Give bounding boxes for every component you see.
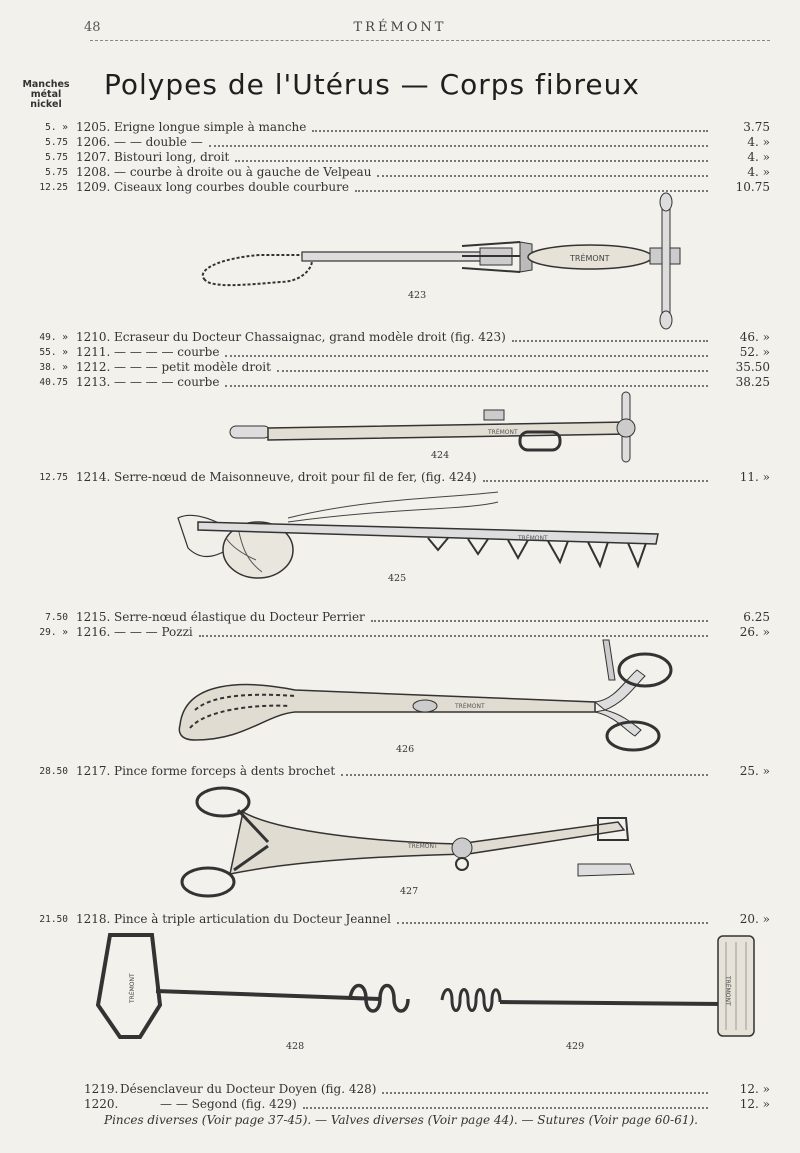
item-number: 1205. bbox=[76, 120, 111, 134]
item-number: 1219. bbox=[84, 1082, 119, 1096]
item-description: — — double — bbox=[114, 135, 203, 149]
handle-price: 21.50 bbox=[39, 914, 68, 925]
item-price: 46. » bbox=[739, 330, 770, 344]
leader-dots bbox=[303, 1107, 708, 1109]
column-heading-line: nickel bbox=[30, 99, 62, 110]
figure-number: 423 bbox=[408, 290, 427, 301]
page-title: Polypes de l'Utérus — Corps fibreux bbox=[104, 68, 640, 101]
leader-dots bbox=[382, 1092, 708, 1094]
list-item bbox=[0, 610, 800, 626]
item-description: Bistouri long, droit bbox=[114, 150, 230, 164]
item-number: 1210. bbox=[76, 330, 111, 344]
list-item bbox=[0, 1097, 800, 1113]
handle-price: 5. » bbox=[45, 122, 68, 133]
leader-dots bbox=[199, 635, 708, 637]
item-description: Serre-nœud élastique du Docteur Perrier bbox=[114, 610, 365, 624]
item-number: 1212. bbox=[76, 360, 111, 374]
item-description: Pince à triple articulation du Docteur Jeannel bbox=[114, 912, 391, 926]
item-price: 4. » bbox=[747, 150, 770, 164]
item-price: 10.75 bbox=[735, 180, 770, 194]
item-description: — — — — courbe bbox=[114, 375, 220, 389]
item-description: Désenclaveur du Docteur Doyen (fig. 428) bbox=[120, 1082, 377, 1096]
list-item bbox=[0, 135, 800, 151]
leader-dots bbox=[235, 160, 708, 162]
leader-dots bbox=[225, 355, 708, 357]
leader-dots bbox=[225, 385, 708, 387]
engraved-brand: TRÉMONT bbox=[455, 703, 485, 710]
handle-price: 7.50 bbox=[45, 612, 68, 623]
handle-price: 12.25 bbox=[39, 182, 68, 193]
engraved-brand: TRÉMONT bbox=[724, 976, 731, 1006]
item-number: 1214. bbox=[76, 470, 111, 484]
item-price: 38.25 bbox=[735, 375, 770, 389]
item-price: 11. » bbox=[739, 470, 770, 484]
figure-number: 427 bbox=[400, 886, 419, 897]
list-item bbox=[0, 150, 800, 166]
running-header: TRÉMONT bbox=[353, 20, 447, 35]
list-item bbox=[0, 360, 800, 376]
item-price: 3.75 bbox=[743, 120, 770, 134]
item-description: Pince forme forceps à dents brochet bbox=[114, 764, 336, 778]
item-number: 1209. bbox=[76, 180, 111, 194]
handle-price: 28.50 bbox=[39, 766, 68, 777]
figure-number: 424 bbox=[431, 450, 450, 461]
item-price: 52. » bbox=[739, 345, 770, 359]
handle-price: 5.75 bbox=[45, 167, 68, 178]
item-price: 6.25 bbox=[743, 610, 770, 624]
pince-forceps-illustration bbox=[178, 782, 638, 902]
leader-dots bbox=[277, 370, 708, 372]
leader-dots bbox=[312, 130, 708, 132]
desenclaveur-segond-illustration bbox=[436, 930, 766, 1040]
item-number: 1208. bbox=[76, 165, 111, 179]
list-item bbox=[0, 1082, 800, 1098]
item-price: 4. » bbox=[747, 165, 770, 179]
item-price: 12. » bbox=[739, 1097, 770, 1111]
item-description: Erigne longue simple à manche bbox=[114, 120, 307, 134]
handle-price: 29. » bbox=[39, 627, 68, 638]
item-price: 12. » bbox=[739, 1082, 770, 1096]
serre-noeud-loop-illustration bbox=[168, 488, 668, 598]
list-item bbox=[0, 345, 800, 361]
item-description: Ecraseur du Docteur Chassaignac, grand modèle droit (fig. 423) bbox=[114, 330, 506, 344]
figure-number: 428 bbox=[286, 1041, 305, 1052]
footer-cross-references: Pinces diverses (Voir page 37-45). — Valves diverses (Voir page 44). — Sutures (Voir page 60-61). bbox=[104, 1113, 698, 1127]
handle-price: 5.75 bbox=[45, 152, 68, 163]
item-description: — courbe à droite ou à gauche de Velpeau bbox=[114, 165, 372, 179]
figure-number: 429 bbox=[566, 1041, 585, 1052]
item-description: — — — — courbe bbox=[114, 345, 220, 359]
item-description: — — — petit modèle droit bbox=[114, 360, 271, 374]
page-number: 48 bbox=[84, 20, 101, 35]
handle-price: 40.75 bbox=[39, 377, 68, 388]
engraved-brand: TRÉMONT bbox=[570, 254, 610, 263]
leader-dots bbox=[371, 620, 708, 622]
engraved-brand: TRÉMONT bbox=[518, 535, 548, 542]
leader-dots bbox=[209, 145, 708, 147]
item-description: Serre-nœud de Maisonneuve, droit pour fil de fer, (fig. 424) bbox=[114, 470, 477, 484]
item-price: 26. » bbox=[739, 625, 770, 639]
engraved-brand: TRÉMONT bbox=[488, 429, 518, 436]
leader-dots bbox=[341, 774, 708, 776]
item-number: 1220. bbox=[84, 1097, 119, 1111]
leader-dots bbox=[397, 922, 708, 924]
item-price: 4. » bbox=[747, 135, 770, 149]
handle-price: 49. » bbox=[39, 332, 68, 343]
item-number: 1218. bbox=[76, 912, 111, 926]
item-description: — — Segond (fig. 429) bbox=[160, 1097, 297, 1111]
item-number: 1216. bbox=[76, 625, 111, 639]
leader-dots bbox=[512, 340, 708, 342]
handle-price: 38. » bbox=[39, 362, 68, 373]
item-price: 20. » bbox=[739, 912, 770, 926]
leader-dots bbox=[483, 480, 708, 482]
item-number: 1211. bbox=[76, 345, 111, 359]
price-column-heading bbox=[22, 80, 70, 110]
item-price: 35.50 bbox=[735, 360, 770, 374]
item-description: — — — Pozzi bbox=[114, 625, 193, 639]
ecraseur-illustration bbox=[190, 190, 690, 335]
engraved-brand: TRÉMONT bbox=[408, 843, 438, 850]
figure-number: 425 bbox=[388, 573, 407, 584]
handle-price: 12.75 bbox=[39, 472, 68, 483]
item-number: 1213. bbox=[76, 375, 111, 389]
item-number: 1217. bbox=[76, 764, 111, 778]
engraved-brand: TRÉMONT bbox=[129, 973, 136, 1003]
item-number: 1206. bbox=[76, 135, 111, 149]
leader-dots bbox=[377, 175, 708, 177]
item-number: 1215. bbox=[76, 610, 111, 624]
item-number: 1207. bbox=[76, 150, 111, 164]
item-price: 25. » bbox=[739, 764, 770, 778]
header-rule bbox=[90, 40, 770, 41]
column-heading-line: métal bbox=[30, 89, 62, 100]
column-heading-line: Manches bbox=[22, 79, 70, 90]
handle-price: 5.75 bbox=[45, 137, 68, 148]
desenclaveur-doyen-illustration bbox=[90, 925, 420, 1045]
handle-price: 55. » bbox=[39, 347, 68, 358]
list-item bbox=[0, 764, 800, 780]
list-item bbox=[0, 165, 800, 181]
figure-number: 426 bbox=[396, 744, 415, 755]
list-item bbox=[0, 625, 800, 641]
list-item bbox=[0, 120, 800, 136]
item-description: Ciseaux long courbes double courbure bbox=[114, 180, 349, 194]
pince-pozzi-illustration bbox=[175, 640, 685, 750]
list-item bbox=[0, 470, 800, 486]
